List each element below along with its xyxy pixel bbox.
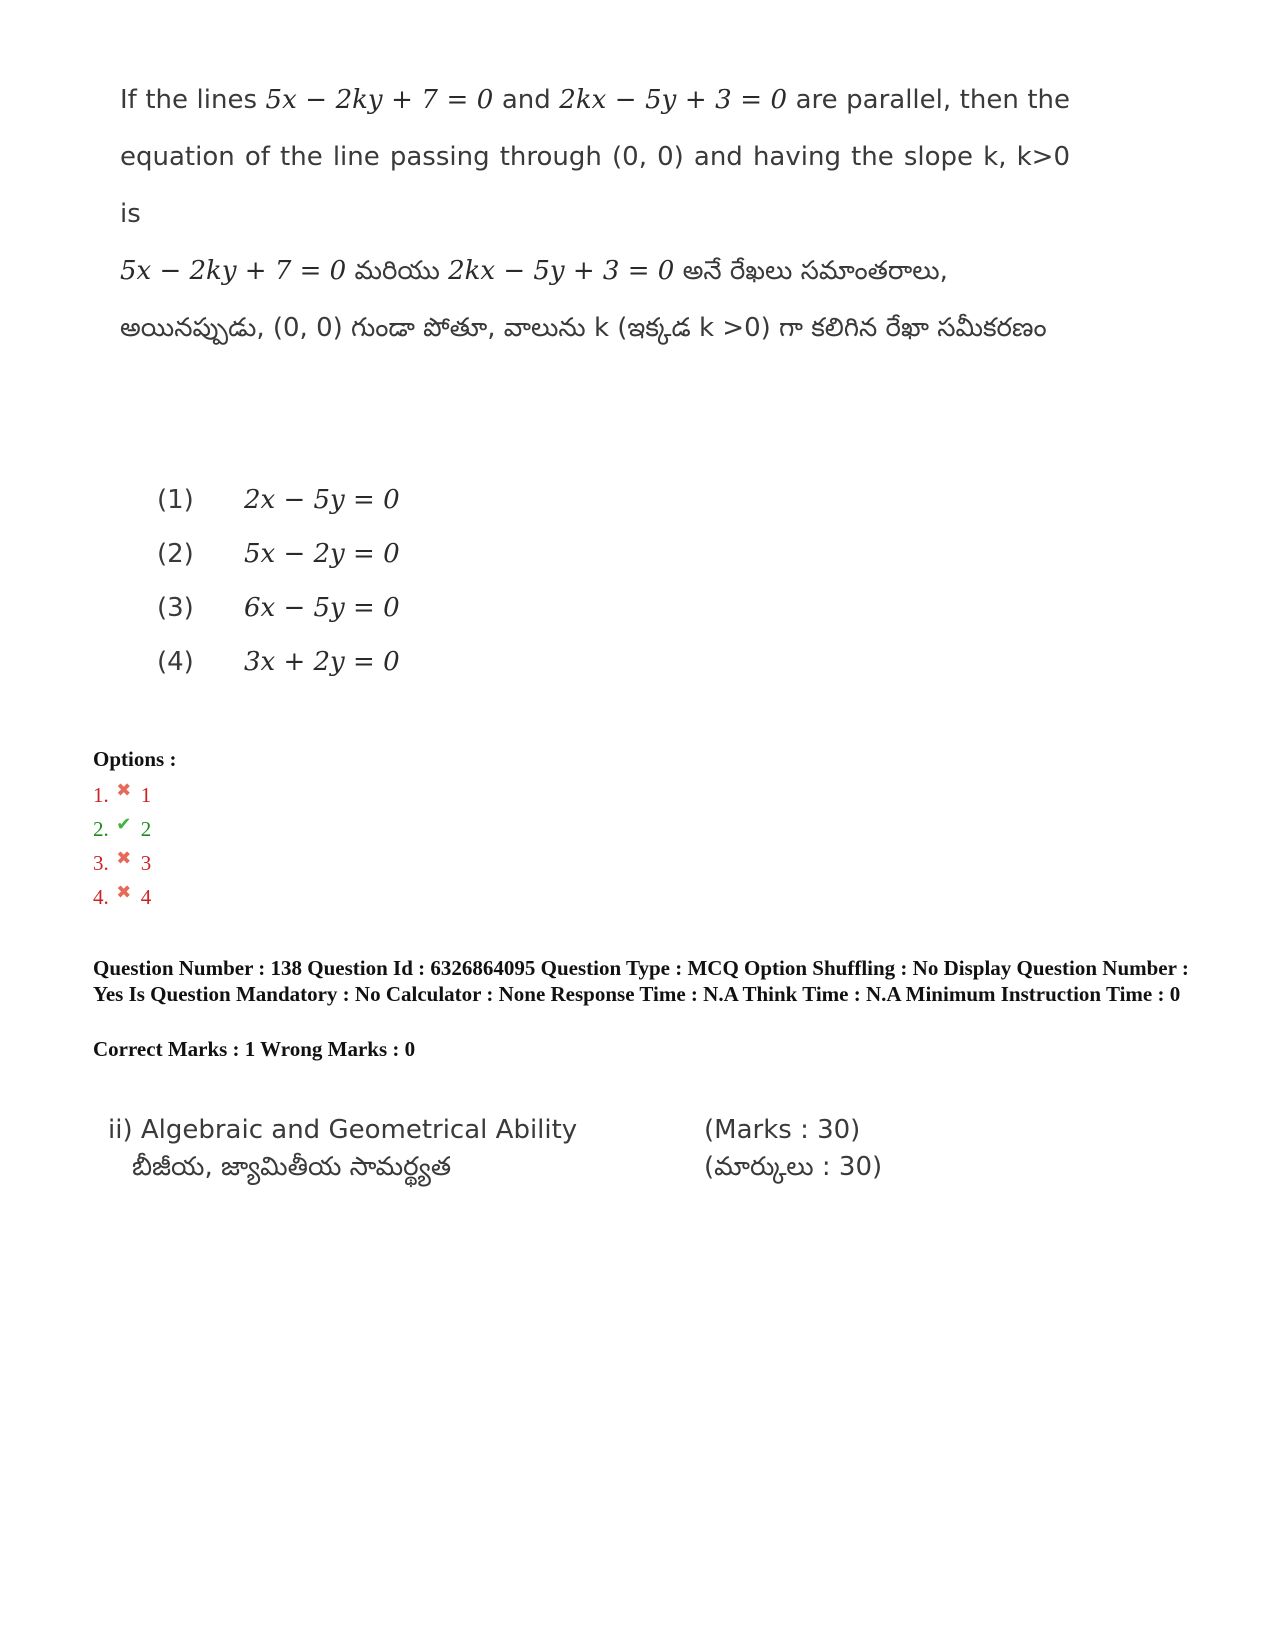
- choice-equation: 2x − 5y = 0: [244, 485, 400, 515]
- choice-number: (1): [157, 485, 194, 515]
- question-te-part2: అనే రేఖలు సమాంతరాలు, అయినప్పుడు, (0, 0) గుండా పోతూ, వాలును k (ఇక్కడ k >0) గా కలిగిన రేఖా సమీకరణం: [120, 256, 1047, 343]
- line-equation-2: 2kx − 5y + 3 = 0: [559, 85, 788, 115]
- choice-equation: 5x − 2y = 0: [244, 539, 400, 569]
- option-value: 1: [140, 782, 152, 807]
- question-en-part2: and: [493, 85, 560, 115]
- question-te-part1: మరియు: [346, 256, 449, 286]
- option-value: 4: [140, 884, 152, 909]
- choice-number: (4): [157, 647, 194, 677]
- line-equation-1: 5x − 2ky + 7 = 0: [265, 85, 494, 115]
- option-2: [93, 812, 151, 846]
- question-en-part1: If the lines: [120, 85, 266, 115]
- choice-number: (3): [157, 593, 194, 623]
- choice-3: [157, 581, 400, 635]
- cross-icon: ✖: [116, 881, 132, 902]
- option-value: 2: [140, 816, 152, 841]
- answer-choices: [157, 473, 400, 689]
- section-row-telugu: [108, 1150, 882, 1190]
- option-index: 1.: [93, 782, 109, 807]
- options-list: [93, 778, 151, 914]
- te-line-equation-1: 5x − 2ky + 7 = 0: [120, 256, 347, 286]
- cross-icon: ✖: [116, 779, 132, 800]
- option-index: 4.: [93, 884, 109, 909]
- option-index: 2.: [93, 816, 109, 841]
- choice-number: (2): [157, 539, 194, 569]
- section-marks-telugu: (మార్కులు : 30): [704, 1152, 883, 1182]
- cross-icon: ✖: [116, 847, 132, 868]
- section-title-english: ii) Algebraic and Geometrical Ability: [108, 1115, 578, 1145]
- section-title-telugu: బీజీయ, జ్యామితీయ సామర్థ్యత: [132, 1152, 452, 1182]
- question-en-part3: are parallel, then the equation of the line passing through (0, 0) and having the slope k, k>0 is: [120, 85, 1071, 229]
- marks-info: Correct Marks : 1 Wrong Marks : 0: [93, 1037, 416, 1061]
- section-heading: [108, 1110, 882, 1190]
- choice-2: [157, 527, 400, 581]
- options-label: Options :: [93, 747, 177, 771]
- choice-equation: 6x − 5y = 0: [244, 593, 400, 623]
- check-icon: ✔: [116, 813, 132, 834]
- option-3: [93, 846, 151, 880]
- te-line-equation-2: 2kx − 5y + 3 = 0: [448, 256, 675, 286]
- question-text-english: [120, 72, 1070, 243]
- option-4: [93, 880, 151, 914]
- choice-4: [157, 635, 400, 689]
- question-text-telugu: [120, 243, 1070, 357]
- option-value: 3: [140, 850, 152, 875]
- choice-1: [157, 473, 400, 527]
- question-metadata: Question Number : 138 Question Id : 6326864095 Question Type : MCQ Option Shuffling : No Display Question Number : Yes Is Question Mandatory : No Calculator : None Response Time : N.A Think Time : N.A Minimum Instruction Time : 0: [93, 956, 1189, 1006]
- option-1: [93, 778, 151, 812]
- section-row-english: [108, 1110, 882, 1150]
- section-marks-english: (Marks : 30): [704, 1115, 861, 1145]
- option-index: 3.: [93, 850, 109, 875]
- choice-equation: 3x + 2y = 0: [244, 647, 400, 677]
